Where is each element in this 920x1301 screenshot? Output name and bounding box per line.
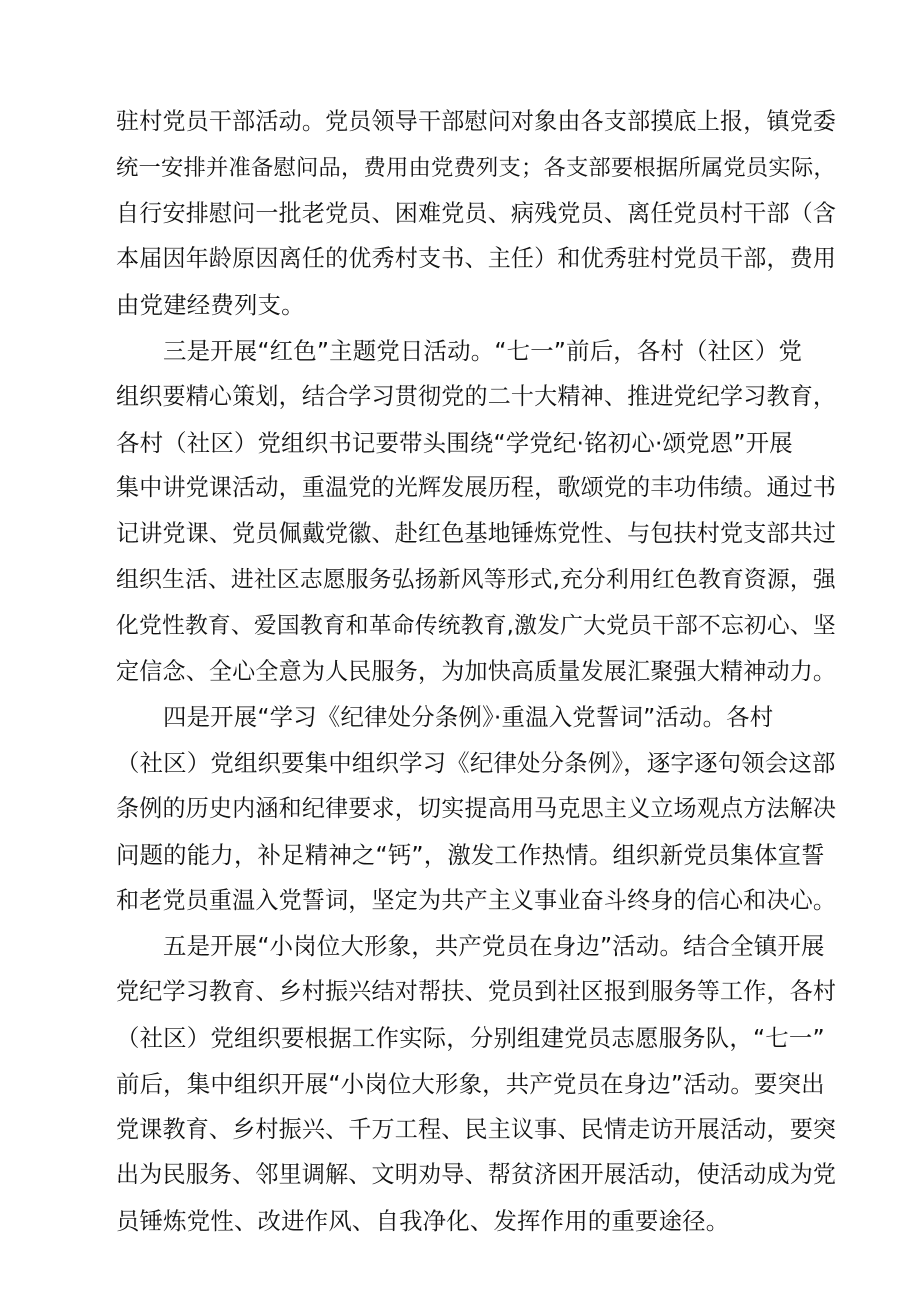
text-line: 员锤炼党性、改进作风、自我净化、发挥作用的重要途径。 <box>116 1207 730 1236</box>
text-line: 和老党员重温入党誓词，坚定为共产主义事业奋斗终身的信心和决心。 <box>116 887 837 914</box>
text-line: 驻村党员干部活动。党员领导干部慰问对象由各支部摸底上报，镇党委 <box>116 109 837 135</box>
text-line: 记讲党课、党员佩戴党徽、赴红色基地锤炼党性、与包扶村党支部共过 <box>116 521 837 548</box>
paragraph <box>116 924 836 1245</box>
text-line: 组织要精心策划，结合学习贯彻党的二十大精神、推进党纪学习教育， <box>116 383 837 410</box>
text-line: 五是开展“小岗位大形象，共产党员在身边”活动。结合全镇开展 <box>163 932 825 961</box>
text-line: 自行安排慰问一批老党员、困难党员、病残党员、离任党员村干部（含 <box>116 200 837 227</box>
text-line: 各村（社区）党组织书记要带头围绕“学党纪·铭初心·颂党恩”开展 <box>116 428 793 457</box>
text-line: 三是开展“红色”主题党日活动。“七一”前后，各村（社区）党 <box>163 336 803 365</box>
text-line: 统一安排并准备慰问品，费用由党费列支；各支部要根据所属党员实际， <box>116 154 836 181</box>
text-line: （社区）党组织要根据工作实际，分别组建党员志愿服务队，“七一” <box>116 1023 825 1052</box>
paragraph <box>116 100 836 329</box>
text-line: （社区）党组织要集中组织学习《纪律处分条例》，逐字逐句领会这部 <box>116 749 836 778</box>
text-line: 集中讲党课活动，重温党的光辉发展历程，歌颂党的丰功伟绩。通过书 <box>116 475 837 502</box>
text-line: 党课教育、乡村振兴、千万工程、民主议事、民情走访开展活动，要突 <box>116 1116 837 1143</box>
text-line: 化党性教育、爱国教育和革命传统教育,激发广大党员干部不忘初心、坚 <box>116 612 836 639</box>
text-line: 定信念、全心全意为人民服务，为加快高质量发展汇聚强大精神动力。 <box>116 658 837 685</box>
paragraph <box>116 695 836 924</box>
document-body <box>116 100 836 1245</box>
text-line: 四是开展“学习《纪律处分条例》·重温入党誓词”活动。各村 <box>163 703 774 732</box>
text-line: 党纪学习教育、乡村振兴结对帮扶、党员到社区报到服务等工作，各村 <box>116 979 837 1006</box>
text-line: 出为民服务、邻里调解、文明劝导、帮贫济困开展活动，使活动成为党 <box>116 1162 837 1189</box>
text-line: 组织生活、进社区志愿服务弘扬新风等形式,充分利用红色教育资源，强 <box>116 566 836 593</box>
text-line: 条例的历史内涵和纪律要求，切实提高用马克思主义立场观点方法解决 <box>116 795 837 822</box>
text-line: 本届因年龄原因离任的优秀村支书、主任）和优秀驻村党员干部，费用 <box>116 246 837 273</box>
paragraph <box>116 329 836 695</box>
text-line: 前后，集中组织开展“小岗位大形象，共产党员在身边”活动。要突出 <box>116 1069 825 1098</box>
text-line: 由党建经费列支。 <box>116 291 305 320</box>
text-line: 问题的能力，补足精神之“钙”，激发工作热情。组织新党员集体宣誓 <box>116 840 825 869</box>
